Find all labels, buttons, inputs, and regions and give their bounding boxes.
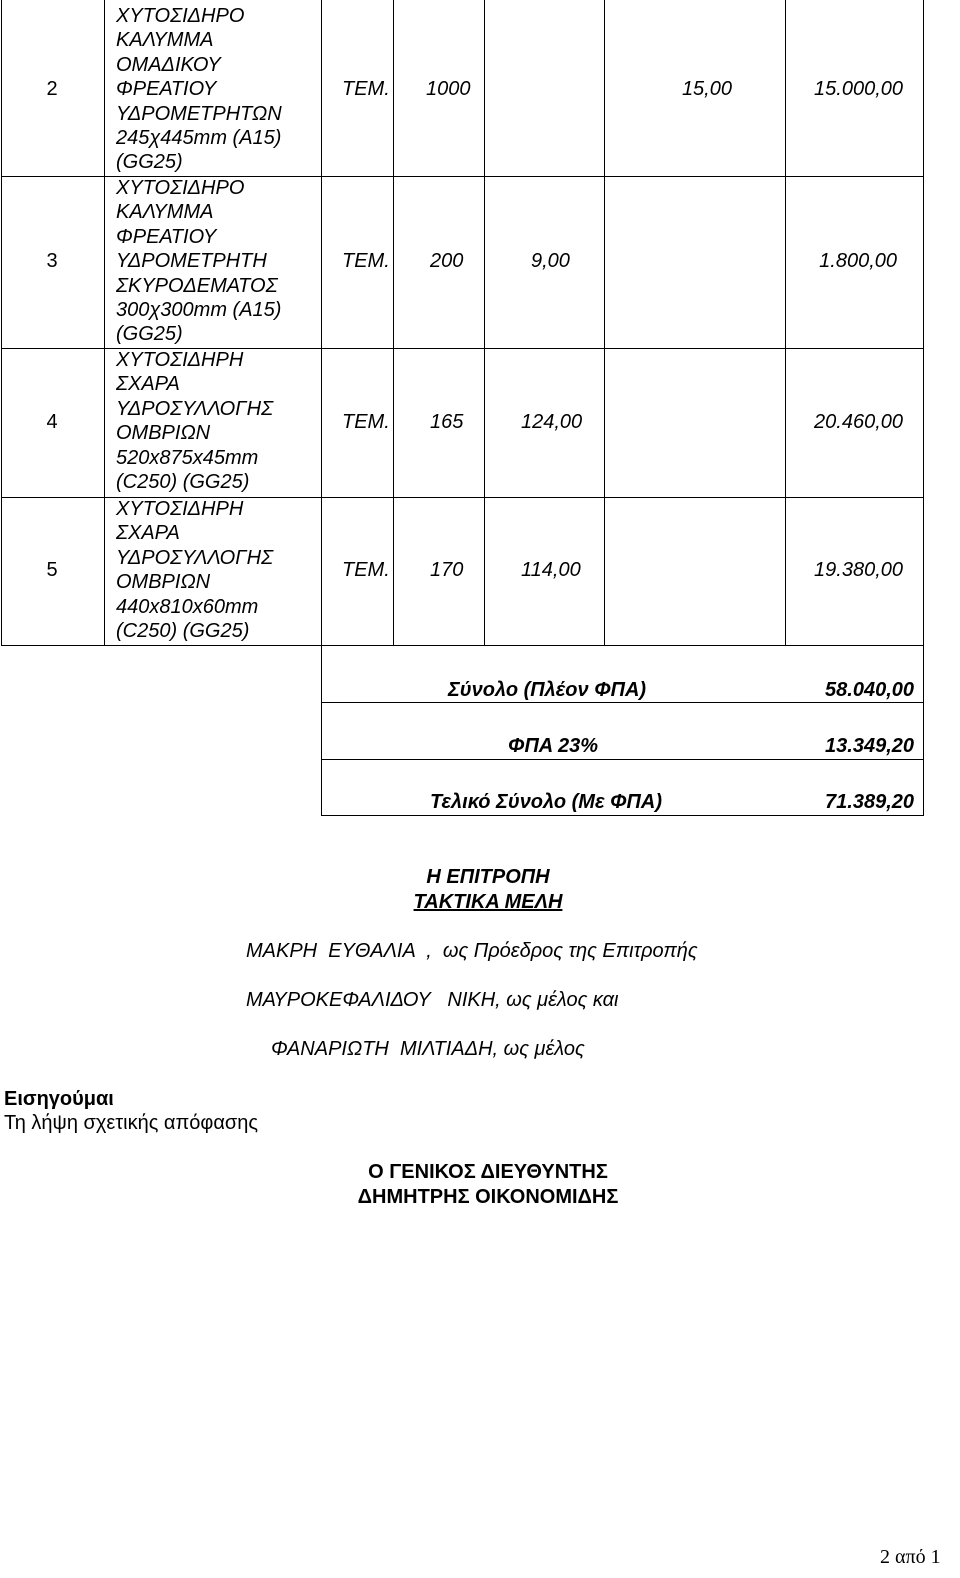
grand-total-value: 71.389,20	[825, 791, 914, 813]
committee-member: ΜΑΚΡΗ ΕΥΘΑΛΙΑ , ως Πρόεδρος της Επιτροπής	[246, 940, 698, 962]
item-quantity: 170	[430, 559, 464, 581]
item-price: 114,00	[521, 559, 581, 581]
committee-title: Η ΕΠΙΤΡΟΠΗ	[426, 866, 550, 888]
item-total: 19.380,00	[814, 559, 903, 581]
grand-total-label: Τελικό Σύνολο (Με ΦΠΑ)	[430, 791, 662, 813]
item-description: ΧΥΤΟΣΙΔΗΡΟ ΚΑΛΥΜΜΑ ΦΡΕΑΤΙΟΥ ΥΔΡΟΜΕΤΡΗΤΗ ΣΚΥΡΟΔΕΜΑΤΟΣ 300χ300mm (Α15) (GG25)	[116, 177, 282, 346]
director-name: ΔΗΜΗΤΡΗΣ ΟΙΚΟΝΟΜΙΔΗΣ	[357, 1186, 619, 1208]
director-title: Ο ΓΕΝΙΚΟΣ ΔΙΕΥΘΥΝΤΗΣ	[368, 1161, 608, 1183]
vat-label: ΦΠΑ 23%	[508, 735, 599, 757]
committee-member: ΦΑΝΑΡΙΩΤΗ ΜΙΛΤΙΑΔΗ, ως μέλος	[271, 1038, 585, 1060]
item-number: 3	[46, 250, 58, 272]
subtotal-label: Σύνολο (Πλέον ΦΠΑ)	[448, 679, 647, 701]
item-total: 1.800,00	[819, 250, 897, 272]
item-price: 9,00	[531, 250, 570, 272]
item-quantity: 1000	[426, 78, 471, 100]
committee-member: ΜΑΥΡΟΚΕΦΑΛΙΔΟΥ ΝΙΚΗ, ως μέλος και	[246, 989, 619, 1011]
item-unit: ΤΕΜ.	[342, 559, 390, 581]
subtotal-value: 58.040,00	[825, 679, 914, 701]
item-price: 15,00	[681, 78, 732, 100]
item-unit: ΤΕΜ.	[342, 78, 390, 100]
item-total: 15.000,00	[814, 78, 903, 100]
item-description: ΧΥΤΟΣΙΔΗΡΗ ΣΧΑΡΑ ΥΔΡΟΣΥΛΛΟΓΗΣ ΟΜΒΡΙΩΝ 520x875x45mm (C250) (GG25)	[116, 349, 274, 494]
item-number: 5	[46, 559, 58, 581]
item-quantity: 165	[430, 411, 464, 433]
item-description: ΧΥΤΟΣΙΔΗΡΟ ΚΑΛΥΜΜΑ ΟΜΑΔΙΚΟΥ ΦΡΕΑΤΙΟΥ ΥΔΡΟΜΕΤΡΗΤΩΝ 245χ445mm (Α15) (GG25)	[116, 5, 282, 174]
item-quantity: 200	[430, 250, 464, 272]
item-unit: ΤΕΜ.	[342, 250, 390, 272]
vat-value: 13.349,20	[825, 735, 914, 757]
proposal-text: Τη λήψη σχετικής απόφασης	[4, 1112, 259, 1134]
item-unit: ΤΕΜ.	[342, 411, 390, 433]
item-number: 4	[46, 411, 58, 433]
item-price: 124,00	[521, 411, 583, 433]
item-total: 20.460,00	[814, 411, 903, 433]
proposal-heading: Εισηγούμαι	[4, 1088, 114, 1110]
item-number: 2	[46, 78, 58, 100]
committee-subtitle: ΤΑΚΤΙΚΑ ΜΕΛΗ	[413, 891, 563, 913]
page-number: 2 από 1	[880, 1546, 941, 1568]
item-description: ΧΥΤΟΣΙΔΗΡΗ ΣΧΑΡΑ ΥΔΡΟΣΥΛΛΟΓΗΣ ΟΜΒΡΙΩΝ 440x810x60mm (C250) (GG25)	[116, 498, 274, 643]
